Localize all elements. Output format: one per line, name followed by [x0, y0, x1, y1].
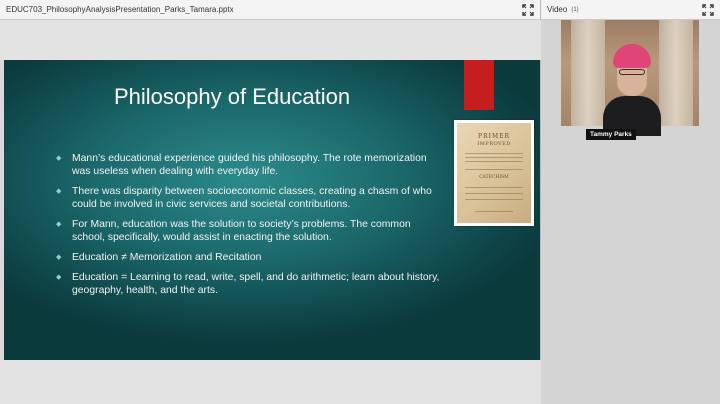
video-pod [541, 0, 720, 404]
slide-area-bottom-margin [0, 360, 541, 404]
slide-bullet: ◆ Education ≠ Memorization and Recitation [56, 251, 444, 264]
presentation-pod-header [0, 0, 540, 20]
fullscreen-icon [522, 4, 534, 16]
presentation-pod-title: EDUC703_PhilosophyAnalysisPresentation_Parks_Tamara.pptx [6, 5, 234, 14]
background-curtain [571, 20, 605, 126]
video-pod-header [541, 0, 720, 20]
slide-bullet: ◆ There was disparity between socioeconomic classes, creating a chasm of who could be involved in civic services and societal contributions. [56, 185, 444, 211]
video-pod-count: (1) [571, 6, 579, 13]
presenter-glasses [619, 69, 645, 75]
primer-text-line: IMPROVED [477, 141, 511, 147]
slide-bullet: ◆ Mann’s educational experience guided his philosophy. The rote memorization was useless when dealing with everyday life. [56, 152, 444, 178]
background-curtain [659, 20, 693, 126]
webcam-frame [561, 20, 699, 126]
slide-bullet: ◆ For Mann, education was the solution to society’s problems. The common school, specifically, would assist in enacting the solution. [56, 218, 444, 244]
slide-accent-bar [464, 60, 494, 110]
primer-text-line: CATECHISM [479, 175, 509, 180]
video-fullscreen-button[interactable] [702, 4, 714, 16]
presenter-name-tag: Tammy Parks [586, 129, 636, 140]
slide-title: Philosophy of Education [114, 84, 351, 109]
presenter-hair [613, 44, 651, 68]
slide-canvas [4, 60, 540, 360]
fullscreen-icon [702, 4, 714, 16]
video-pod-title: Video [547, 5, 568, 14]
webcam-video[interactable] [561, 20, 699, 138]
presentation-fullscreen-button[interactable] [522, 4, 534, 16]
primer-text-line: PRIMER [478, 133, 510, 140]
slide-bullet-list [56, 152, 444, 304]
primer-book-image [454, 120, 534, 226]
slide-area-top-margin [0, 20, 541, 60]
primer-page [457, 123, 531, 223]
slide-bullet: ◆ Education = Learning to read, write, spell, and do arithmetic; learn about history, geography, health, and the arts. [56, 271, 444, 297]
